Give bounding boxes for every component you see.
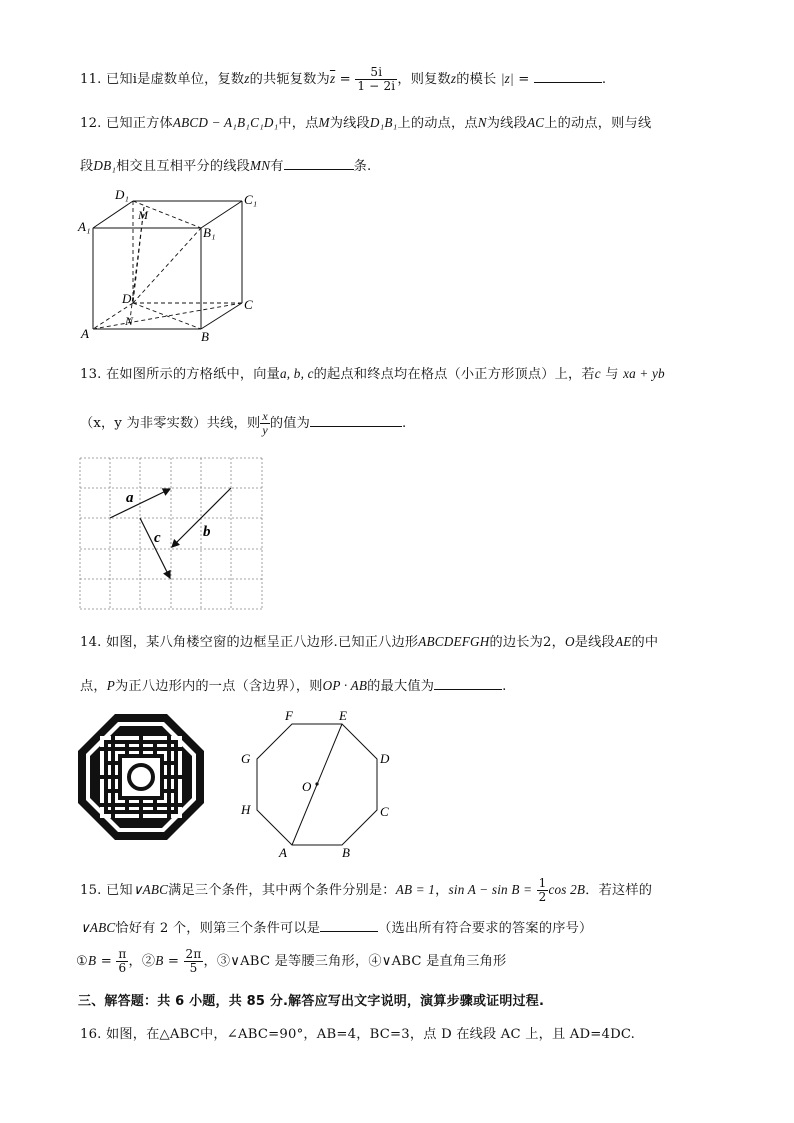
fraction bbox=[355, 66, 397, 93]
label-c: c bbox=[154, 530, 161, 546]
q12-line1 bbox=[80, 112, 651, 131]
q11-line bbox=[80, 66, 606, 93]
label-d1: D₁ bbox=[115, 187, 129, 202]
var-zbar: $\overline{z}$ bbox=[329, 71, 336, 87]
q11-end: . bbox=[601, 72, 607, 88]
label-a: A bbox=[81, 326, 89, 341]
var-z: z bbox=[244, 71, 250, 87]
fraction-x-over-y bbox=[260, 410, 270, 437]
fraction-half bbox=[537, 877, 549, 904]
answer-blank bbox=[320, 919, 378, 932]
q12-text: 上的动点，点 bbox=[397, 116, 478, 131]
label-o: O bbox=[302, 779, 312, 794]
q15-text: 15. 已知 bbox=[80, 883, 133, 899]
fraction-denominator: 5 bbox=[189, 961, 198, 976]
q12-text: 有 bbox=[270, 159, 284, 174]
fraction-pi-6 bbox=[116, 948, 128, 975]
q13-text: （x，y 为非零实数）共线，则 bbox=[80, 416, 261, 432]
fraction-denominator: 1 − 2i bbox=[357, 79, 396, 94]
var-b: B bbox=[88, 953, 97, 969]
q14-line2 bbox=[80, 675, 507, 694]
section-heading: 三、解答题：共 6 小题，共 85 分.解答应写出文字说明，演算步骤或证明过程. bbox=[78, 994, 545, 1009]
q15-text: 恰好有 2 个，则第三个条件可以是 bbox=[115, 921, 321, 936]
separator: ， bbox=[435, 883, 449, 899]
q12-text: 相交且互相平分的线段 bbox=[116, 159, 251, 174]
equals: = bbox=[163, 954, 184, 970]
label-c: C bbox=[380, 804, 389, 819]
label-h: H bbox=[241, 802, 251, 817]
q14-text: ， bbox=[551, 635, 566, 650]
answer-blank bbox=[434, 677, 502, 690]
fraction-numerator: π bbox=[118, 947, 127, 961]
vector-a-arrow bbox=[110, 489, 170, 518]
octagon-name: ABCDEFGH bbox=[418, 634, 490, 649]
q12-line2 bbox=[80, 155, 371, 174]
fraction-numerator: x bbox=[262, 409, 268, 423]
fraction-numerator: 5i bbox=[355, 66, 397, 80]
q12-text: 为线段 bbox=[486, 116, 527, 131]
var-b: B bbox=[155, 953, 164, 969]
segment-db1: DB₁ bbox=[93, 158, 117, 173]
point-m: M bbox=[318, 115, 330, 130]
q12-text: 条. bbox=[353, 159, 372, 174]
equals: = bbox=[96, 954, 117, 970]
condition-2: sin A − sin B = bbox=[448, 882, 533, 898]
answer-blank bbox=[310, 414, 402, 427]
label-b: B bbox=[342, 845, 350, 860]
label-b1: B₁ bbox=[203, 225, 216, 240]
option-1-marker: ① bbox=[76, 954, 89, 970]
label-n: N bbox=[125, 314, 134, 328]
vector-c: c bbox=[594, 366, 601, 381]
octagon-figure bbox=[236, 706, 396, 862]
equals: = bbox=[335, 72, 356, 88]
q14-text: 为正八边形内的一点（含边界），则 bbox=[115, 679, 323, 694]
fraction-denominator: 2 bbox=[538, 890, 547, 905]
dot-product: OP · AB bbox=[322, 678, 368, 693]
segment-ac: AC bbox=[526, 115, 545, 130]
fraction-2pi-5 bbox=[184, 948, 204, 975]
q14-line1 bbox=[80, 631, 658, 650]
q13-text: 与 bbox=[605, 367, 619, 382]
label-c1: C₁ bbox=[244, 192, 258, 207]
point-p: P bbox=[106, 678, 116, 693]
answer-blank bbox=[534, 70, 602, 83]
vector-combo: xa + yb bbox=[623, 366, 665, 381]
q11-text: 的模长 bbox=[456, 72, 497, 88]
q12-text: 上的动点，则与线 bbox=[544, 116, 652, 131]
q15-text: 满足三个条件，其中两个条件分别是： bbox=[168, 883, 396, 899]
q11-text: 11. 已知i是虚数单位，复数 bbox=[80, 72, 245, 88]
q16-line: 16. 如图，在△ABC中，∠ABC=90°，AB=4，BC=3，点 D 在线段 AC 上，且 AD=4DC. bbox=[80, 1027, 636, 1042]
label-e: E bbox=[339, 708, 347, 723]
q11-text: ，则复数 bbox=[397, 72, 451, 88]
q12-text: 段 bbox=[80, 159, 94, 174]
vector-c-arrow bbox=[140, 518, 170, 578]
q12-text: 为线段 bbox=[329, 116, 370, 131]
q14-text: 的边长为 bbox=[489, 635, 544, 650]
lattice-window-image bbox=[78, 714, 204, 840]
q15-line1 bbox=[80, 877, 652, 904]
condition-2-cos: cos 2B bbox=[548, 882, 586, 898]
label-b: B bbox=[201, 329, 209, 344]
condition-1: AB = 1 bbox=[395, 882, 436, 898]
q14-text: 的中 bbox=[631, 635, 659, 650]
option-2-marker: ，② bbox=[128, 954, 156, 970]
q13-line2 bbox=[80, 410, 406, 437]
q12-text: 中，点 bbox=[278, 116, 319, 131]
q13-line1 bbox=[80, 363, 665, 382]
label-a: a bbox=[126, 490, 134, 506]
side-length: 2 bbox=[543, 635, 552, 650]
q13-text: 的值为 bbox=[269, 416, 311, 432]
q13-text: 的起点和终点均在格点（小正方形顶点）上，若 bbox=[313, 367, 595, 382]
q14-text: 点， bbox=[80, 679, 107, 694]
options-3-4: ，③∨ABC 是等腰三角形，④∨ABC 是直角三角形 bbox=[203, 954, 507, 970]
point-n: N bbox=[477, 115, 487, 130]
q14-text: . bbox=[502, 679, 507, 694]
triangle-abc: ∨ABC bbox=[80, 920, 116, 935]
q15-line2 bbox=[80, 917, 592, 936]
q15-text: ．若这样的 bbox=[585, 883, 653, 899]
fraction-numerator: 1 bbox=[538, 876, 547, 890]
label-f: F bbox=[285, 708, 293, 723]
cube-name: ABCD − A₁B₁C₁D₁ bbox=[172, 115, 279, 130]
q12-text: 12. 已知正方体 bbox=[80, 116, 173, 131]
point-o: O bbox=[565, 634, 575, 649]
label-d: D bbox=[380, 751, 390, 766]
answer-blank bbox=[284, 157, 354, 170]
label-g: G bbox=[241, 751, 251, 766]
q14-text: 是线段 bbox=[574, 635, 615, 650]
fraction-numerator: 2π bbox=[185, 947, 202, 961]
q15-options bbox=[76, 948, 506, 975]
q11-text: 的共轭复数为 bbox=[249, 72, 330, 88]
q13-text: . bbox=[402, 416, 407, 432]
label-a: A bbox=[279, 845, 287, 860]
equals: = bbox=[513, 72, 534, 88]
q13-text: 13. 在如图所示的方格纸中，向量 bbox=[80, 367, 281, 382]
segment-d1b1: D₁B₁ bbox=[369, 115, 398, 130]
q14-text: 14. 如图，某八角楼空窗的边框呈正八边形.已知正八边形 bbox=[80, 635, 419, 650]
fraction-denominator: 6 bbox=[118, 961, 127, 976]
q14-text: 的最大值为 bbox=[367, 679, 435, 694]
triangle-abc: ∨ABC bbox=[132, 882, 169, 898]
cube-figure bbox=[70, 185, 270, 347]
label-a1: A₁ bbox=[78, 219, 91, 234]
segment-mn: MN bbox=[250, 158, 271, 173]
segment-ae: AE bbox=[614, 634, 632, 649]
vectors-abc: a, b, c bbox=[280, 366, 314, 381]
q15-text: （选出所有符合要求的答案的序号） bbox=[378, 921, 593, 936]
label-c: C bbox=[244, 297, 253, 312]
var-z: z bbox=[450, 71, 457, 87]
vector-grid-figure bbox=[78, 456, 264, 612]
abs-z: |z| bbox=[500, 71, 514, 87]
fraction-denominator: y bbox=[262, 423, 268, 438]
label-b: b bbox=[203, 524, 211, 540]
label-m: M bbox=[138, 208, 148, 222]
vector-b-arrow bbox=[172, 488, 231, 547]
label-d: D bbox=[122, 291, 132, 306]
